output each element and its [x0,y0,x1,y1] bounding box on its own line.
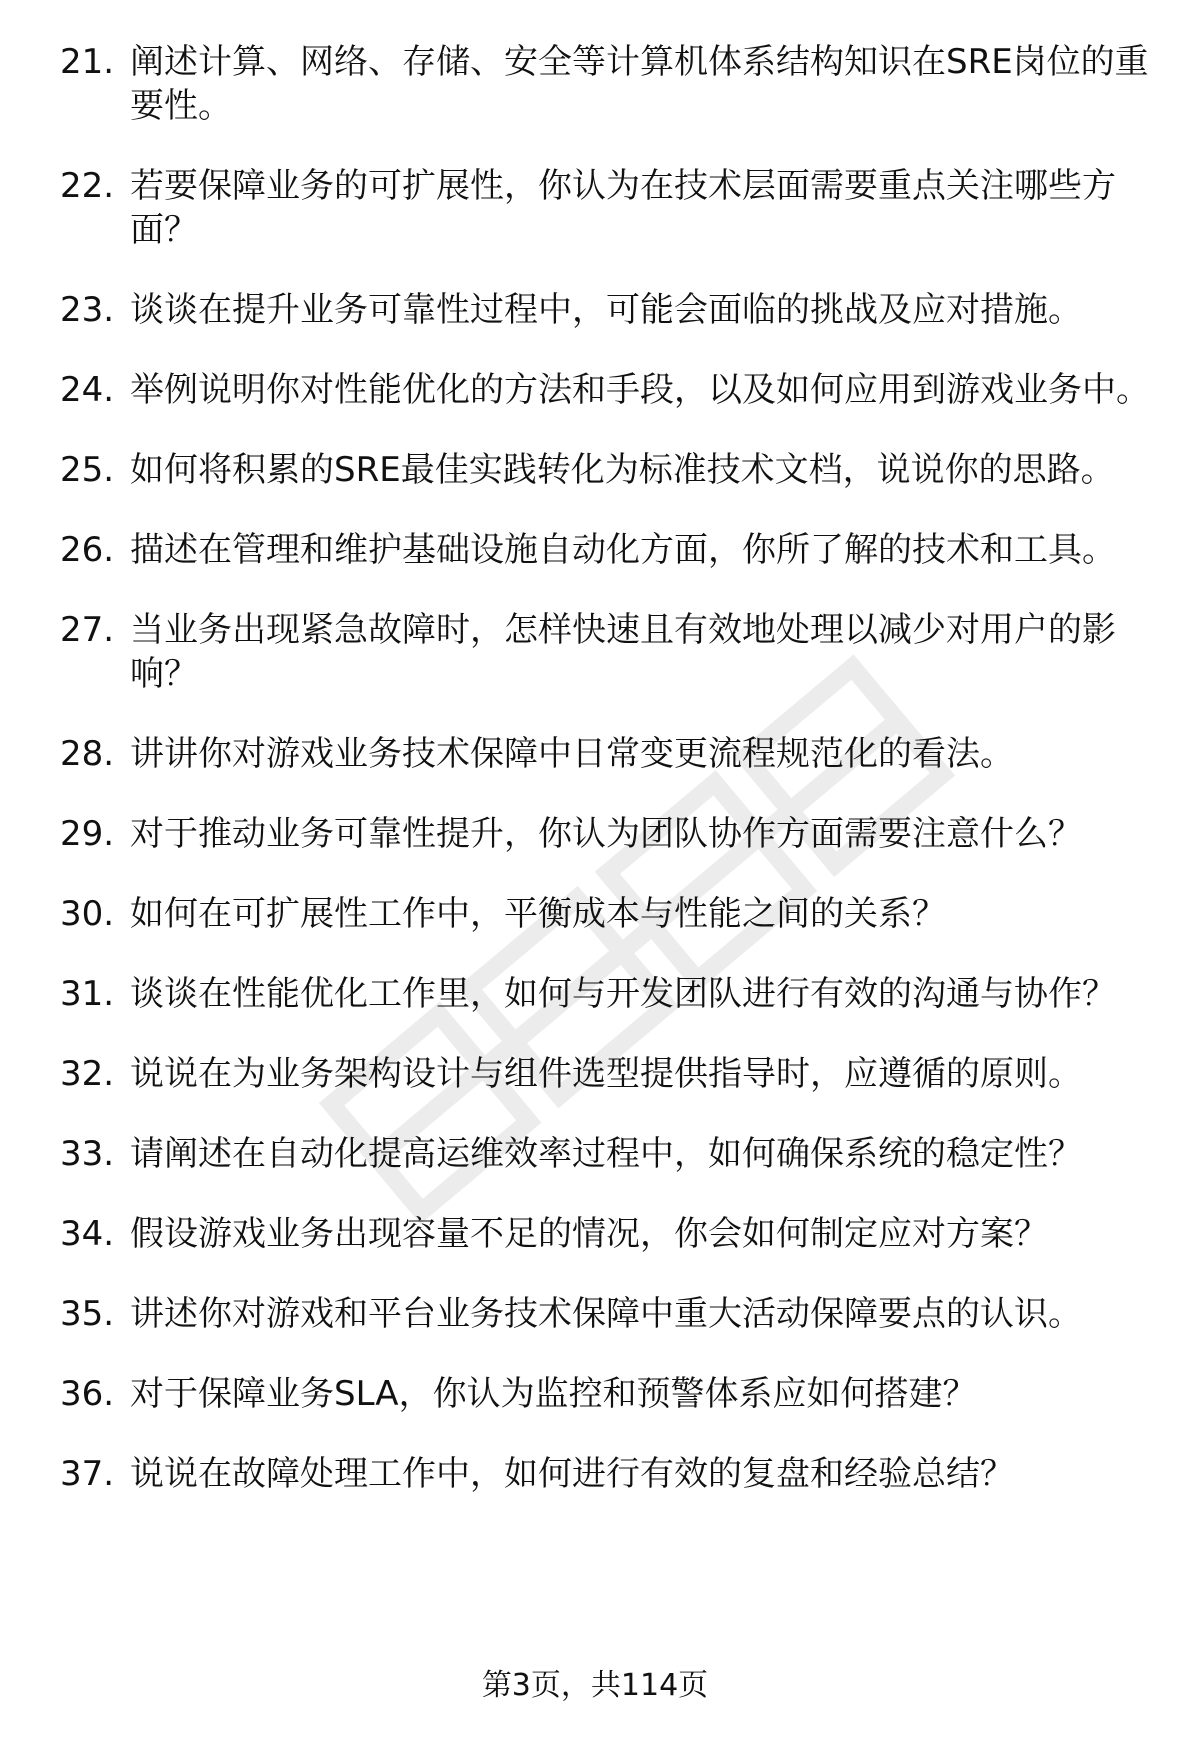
question-number: 34. [60,1214,115,1254]
question-number: 37. [60,1454,115,1494]
question-number: 32. [60,1054,115,1094]
question-item [60,1052,1150,1096]
question-text: 讲述你对游戏和平台业务技术保障中重大活动保障要点的认识。 [130,1294,1082,1334]
question-text: 对于保障业务SLA，你认为监控和预警体系应如何搭建？ [130,1374,977,1414]
question-item [60,288,1150,332]
question-text: 谈谈在提升业务可靠性过程中，可能会面临的挑战及应对措施。 [130,290,1082,330]
question-text: 举例说明你对性能优化的方法和手段，以及如何应用到游戏业务中。 [130,370,1150,410]
question-number: 26. [60,530,115,570]
page-number-footer: 第3页，共114页 [481,1668,709,1703]
question-number: 24. [60,370,115,410]
question-list [60,40,1150,1532]
question-item [60,528,1150,572]
question-text: 描述在管理和维护基础设施自动化方面，你所了解的技术和工具。 [130,530,1116,570]
question-item [60,1452,1150,1496]
question-item [60,1292,1150,1336]
question-item [60,1212,1150,1256]
question-number: 30. [60,894,115,934]
question-number: 28. [60,734,115,774]
question-item [60,608,1150,696]
question-text: 说说在为业务架构设计与组件选型提供指导时，应遵循的原则。 [130,1054,1082,1094]
question-text: 请阐述在自动化提高运维效率过程中，如何确保系统的稳定性？ [130,1134,1082,1174]
question-number: 21. [60,42,115,82]
question-text: 当业务出现紧急故障时，怎样快速且有效地处理以减少对用户的影响？ [130,610,1116,694]
question-item [60,40,1150,128]
question-number: 29. [60,814,115,854]
question-number: 23. [60,290,115,330]
question-text: 谈谈在性能优化工作里，如何与开发团队进行有效的沟通与协作？ [130,974,1116,1014]
question-text: 说说在故障处理工作中，如何进行有效的复盘和经验总结？ [130,1454,1014,1494]
question-text: 阐述计算、网络、存储、安全等计算机体系结构知识在SRE岗位的重要性。 [130,42,1149,126]
question-item [60,972,1150,1016]
question-item [60,1132,1150,1176]
question-item [60,812,1150,856]
question-item [60,892,1150,936]
question-text: 讲讲你对游戏业务技术保障中日常变更流程规范化的看法。 [130,734,1014,774]
question-item [60,448,1150,492]
question-number: 27. [60,610,115,650]
question-number: 25. [60,450,115,490]
question-item [60,164,1150,252]
question-number: 33. [60,1134,115,1174]
question-text: 如何在可扩展性工作中，平衡成本与性能之间的关系？ [130,894,946,934]
question-text: 假设游戏业务出现容量不足的情况，你会如何制定应对方案？ [130,1214,1048,1254]
question-item [60,732,1150,776]
question-item [60,368,1150,412]
question-text: 如何将积累的SRE最佳实践转化为标准技术文档，说说你的思路。 [130,450,1115,490]
question-text: 对于推动业务可靠性提升，你认为团队协作方面需要注意什么？ [130,814,1082,854]
question-item [60,1372,1150,1416]
question-number: 31. [60,974,115,1014]
question-number: 22. [60,166,115,206]
question-number: 35. [60,1294,115,1334]
question-text: 若要保障业务的可扩展性，你认为在技术层面需要重点关注哪些方面？ [130,166,1116,250]
question-number: 36. [60,1374,115,1414]
